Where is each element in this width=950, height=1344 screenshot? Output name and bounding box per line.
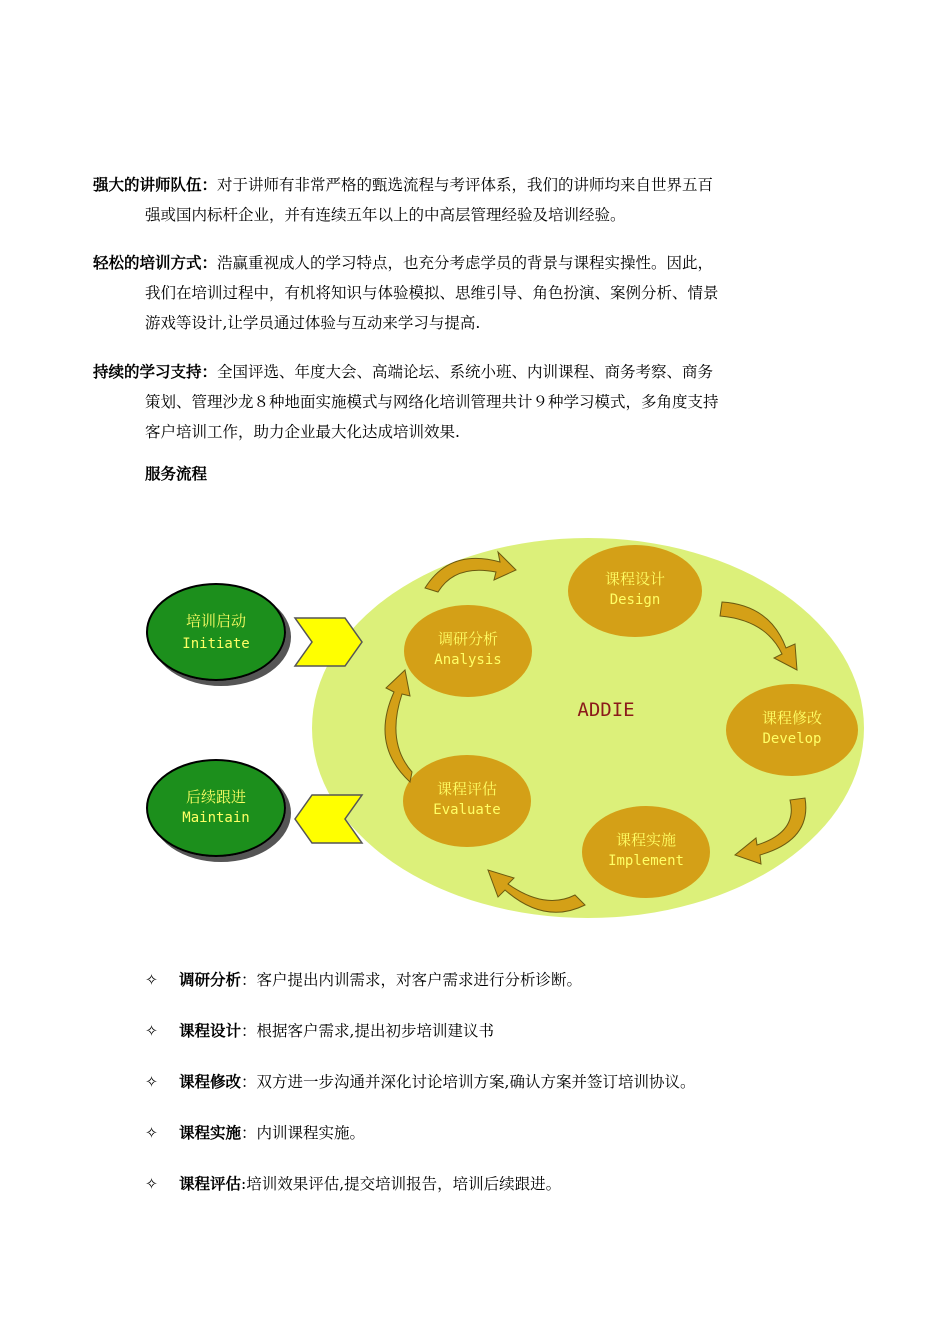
paragraph-line: 我们在培训过程中，有机将知识与体验模拟、思维引导、角色扮演、案例分析、情景 <box>145 284 719 302</box>
paragraph-term: 强大的讲师队伍： <box>93 176 218 194</box>
bullet-text: ：根据客户需求,提出初步培训建议书 <box>241 1022 494 1040</box>
paragraph-learning-support <box>93 357 813 447</box>
start-node <box>147 584 285 680</box>
paragraph-training-style <box>93 248 813 338</box>
phase-evaluate-cn: 课程评估 <box>436 780 498 798</box>
phase-analysis-cn: 调研分析 <box>437 630 499 648</box>
paragraph-line: 浩赢重视成人的学习特点，也充分考虑学员的背景与课程实操性。因此， <box>217 254 714 272</box>
addie-diagram <box>0 520 950 930</box>
bullet-text: ：内训课程实施。 <box>241 1124 366 1142</box>
phase-design <box>568 545 702 637</box>
phase-analysis <box>404 605 532 697</box>
diamond-star-icon: ✧ <box>145 1124 158 1142</box>
paragraph-line: 客户培训工作，助力企业最大化达成培训效果. <box>145 423 460 441</box>
end-node-en: Maintain <box>182 810 250 826</box>
diamond-star-icon: ✧ <box>145 1022 158 1040</box>
paragraph-term: 持续的学习支持： <box>93 363 218 381</box>
bullet-term: 课程实施 <box>179 1124 242 1142</box>
bullet-term: 调研分析 <box>179 971 242 989</box>
paragraph-line: 强或国内标杆企业，并有连续五年以上的中高层管理经验及培训经验。 <box>145 206 626 224</box>
start-node-cn: 培训启动 <box>185 612 247 630</box>
paragraph-line: 对于讲师有非常严格的甄选流程与考评体系，我们的讲师均来自世界五百 <box>217 176 714 194</box>
phase-develop <box>726 684 858 776</box>
phase-implement <box>582 806 710 898</box>
paragraph-term: 轻松的培训方式： <box>93 254 218 272</box>
phase-develop-en: Develop <box>762 731 822 747</box>
list-item <box>145 1019 494 1043</box>
list-item <box>145 1121 365 1145</box>
end-node <box>147 760 285 856</box>
diamond-star-icon: ✧ <box>145 1175 158 1193</box>
list-item <box>145 1070 695 1094</box>
bullet-text: ：双方进一步沟通并深化讨论培训方案,确认方案并签订培训协议。 <box>241 1073 696 1091</box>
paragraph-line: 游戏等设计,让学员通过体验与互动来学习与提高. <box>145 314 481 332</box>
paragraph-lecturers <box>93 170 813 230</box>
list-item <box>145 1172 561 1196</box>
start-node-en: Initiate <box>182 636 250 652</box>
list-item <box>145 968 582 992</box>
bullet-term: 课程评估 <box>179 1175 242 1193</box>
phase-evaluate-en: Evaluate <box>433 802 501 818</box>
phase-implement-cn: 课程实施 <box>615 831 677 849</box>
diamond-star-icon: ✧ <box>145 1073 158 1091</box>
bullet-term: 课程设计 <box>179 1022 242 1040</box>
phase-develop-cn: 课程修改 <box>761 709 823 727</box>
phase-evaluate <box>403 755 531 847</box>
diamond-star-icon: ✧ <box>145 971 158 989</box>
addie-label: ADDIE <box>577 699 635 721</box>
bullet-text: :培训效果评估,提交培训报告，培训后续跟进。 <box>241 1175 562 1193</box>
phase-implement-en: Implement <box>608 853 684 869</box>
end-node-cn: 后续跟进 <box>185 788 247 806</box>
paragraph-line: 全国评选、年度大会、高端论坛、系统小班、内训课程、商务考察、商务 <box>217 363 714 381</box>
phase-design-cn: 课程设计 <box>604 570 666 588</box>
bullet-text: ：客户提出内训需求，对客户需求进行分析诊断。 <box>241 971 583 989</box>
phase-design-en: Design <box>609 592 661 608</box>
phase-analysis-en: Analysis <box>434 652 502 668</box>
paragraph-line: 策划、管理沙龙８种地面实施模式与网络化培训管理共计９种学习模式，多角度支持 <box>145 393 719 411</box>
bullet-term: 课程修改 <box>179 1073 242 1091</box>
section-title: 服务流程 <box>145 465 208 483</box>
